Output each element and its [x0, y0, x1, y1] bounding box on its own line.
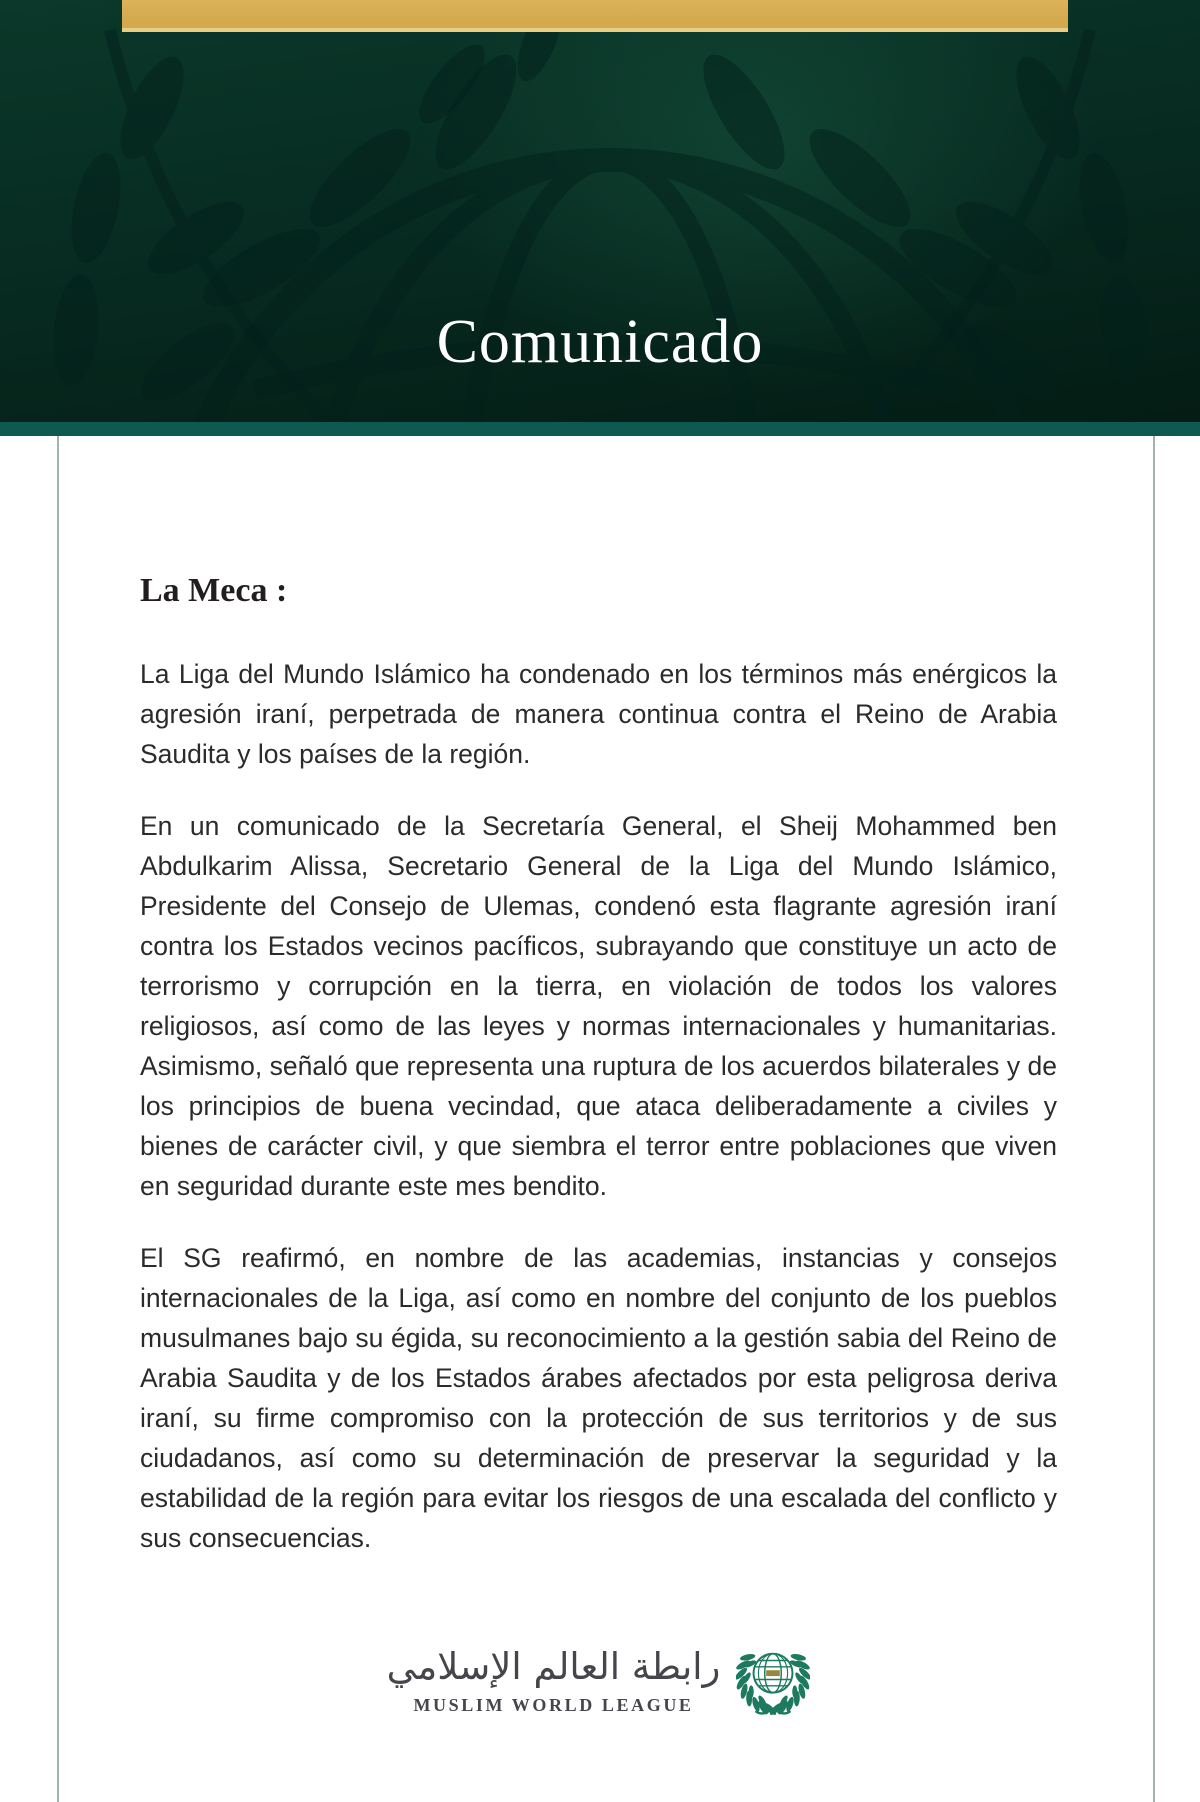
emblem-center-rect — [767, 1670, 781, 1676]
wreath-globe-emblem-icon — [736, 1638, 810, 1720]
article-paragraph: La Liga del Mundo Islámico ha condenado en los términos más enérgicos la agresión iraní, perpetrada de manera continua contra el Reino de Arabia Saudita y los países de la región. — [140, 659, 1057, 769]
mwl-logo — [140, 1638, 1057, 1720]
left-border-rule — [57, 436, 59, 1802]
mwl-logo-text — [387, 1643, 721, 1716]
header-banner — [0, 0, 1200, 422]
article-paragraph: En un comunicado de la Secretaría General, el Sheij Mohammed ben Abdulkarim Alissa, Secretario General de la Liga del Mundo Islámico, Presidente del Consejo de Ulemas, condenó esta flagrante agresión iraní contra los Estados vecinos pacíficos, subrayando que constituye un acto de terrorismo y corrupción en la tierra, en violación de todos los valores religiosos, así como de las leyes y normas internacionales y humanitarias. Asimismo, señaló que representa una ruptura de los acuerdos bilaterales y de los principios de buena vecindad, que ataca deliberadamente a civiles y bienes de carácter civil, y que siembra el terror entre poblaciones que viven en seguridad durante este mes bendito. — [140, 811, 1057, 1201]
teal-divider-bar — [0, 422, 1200, 436]
mwl-arabic-title: رابطة العالم الإسلامي — [386, 1644, 721, 1688]
gold-accent-tab — [122, 0, 1068, 32]
article-paragraph: El SG reafirmó, en nombre de las academias, instancias y consejos internacionales de la Liga, así como en nombre del conjunto de los pueblos musulmanes bajo su égida, su reconocimiento a la gestión sabia del Reino de Arabia Saudita y de los Estados árabes afectados por esta peligrosa deriva iraní, su firme compromiso con la protección de sus territorios y de sus ciudadanos, así como su determinación de preservar la seguridad y la estabilidad de la región para evitar los riesgos de una escalada del conflicto y sus consecuencias. — [140, 1243, 1057, 1553]
location-heading: La Meca : — [140, 572, 288, 609]
article-body — [140, 436, 1057, 1720]
mwl-wordmark: MUSLIM WORLD LEAGUE — [413, 1694, 694, 1715]
page-title: Comunicado — [436, 308, 764, 376]
right-border-rule — [1153, 436, 1155, 1802]
